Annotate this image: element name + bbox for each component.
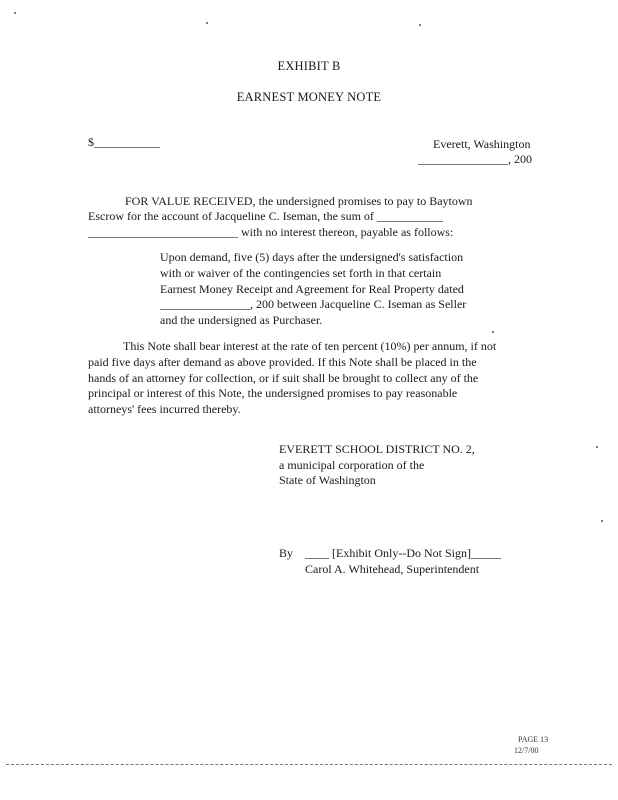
paragraph-line: FOR VALUE RECEIVED, the undersigned promises to pay to Baytown — [125, 194, 473, 208]
scan-speck — [601, 520, 603, 522]
paragraph-line: _________________________ with no interest thereon, payable as follows: — [88, 225, 454, 239]
scan-speck — [596, 446, 598, 448]
paragraph-line: hands of an attorney for collection, or if suit shall be brought to collect any of the — [88, 371, 479, 385]
paragraph-line: Escrow for the account of Jacqueline C. Iseman, the sum of ___________ — [88, 209, 443, 223]
terms-line: _______________, 200 between Jacqueline C. Iseman as Seller — [160, 297, 467, 311]
paragraph-line: attorneys' fees incurred thereby. — [88, 402, 241, 416]
scan-speck — [419, 24, 421, 26]
page-code: 12/7/00 — [514, 746, 539, 755]
paragraph-line: paid five days after demand as above provided. If this Note shall be placed in the — [88, 355, 477, 369]
scan-speck — [492, 331, 494, 333]
document-title: EARNEST MONEY NOTE — [236, 90, 382, 104]
scan-speck — [14, 12, 16, 14]
signature-line: ____ [Exhibit Only--Do Not Sign]_____ — [305, 546, 501, 560]
signatory-desc: State of Washington — [279, 473, 376, 487]
terms-line: with or waiver of the contingencies set forth in that certain — [160, 266, 442, 280]
amount-line: $___________ — [88, 135, 160, 149]
terms-line: Upon demand, five (5) days after the undersigned's satisfaction — [160, 250, 464, 264]
place: Everett, Washington — [433, 137, 531, 151]
by-label: By — [279, 546, 294, 560]
scan-speck — [206, 22, 208, 24]
terms-line: Earnest Money Receipt and Agreement for Real Property dated — [160, 282, 464, 296]
signatory-desc: a municipal corporation of the — [279, 458, 425, 472]
paragraph-line: principal or interest of this Note, the undersigned promises to pay reasonable — [88, 386, 458, 400]
paragraph-line: This Note shall bear interest at the rate of ten percent (10%) per annum, if not — [123, 339, 497, 353]
bottom-rule — [6, 764, 612, 765]
page-number: PAGE 13 — [518, 735, 549, 744]
date-line: _______________, 200 — [418, 152, 532, 166]
signatory-name: EVERETT SCHOOL DISTRICT NO. 2, — [279, 442, 475, 456]
terms-line: and the undersigned as Purchaser. — [160, 313, 323, 327]
signer-name: Carol A. Whitehead, Superintendent — [305, 562, 480, 576]
exhibit-label: EXHIBIT B — [277, 59, 341, 73]
